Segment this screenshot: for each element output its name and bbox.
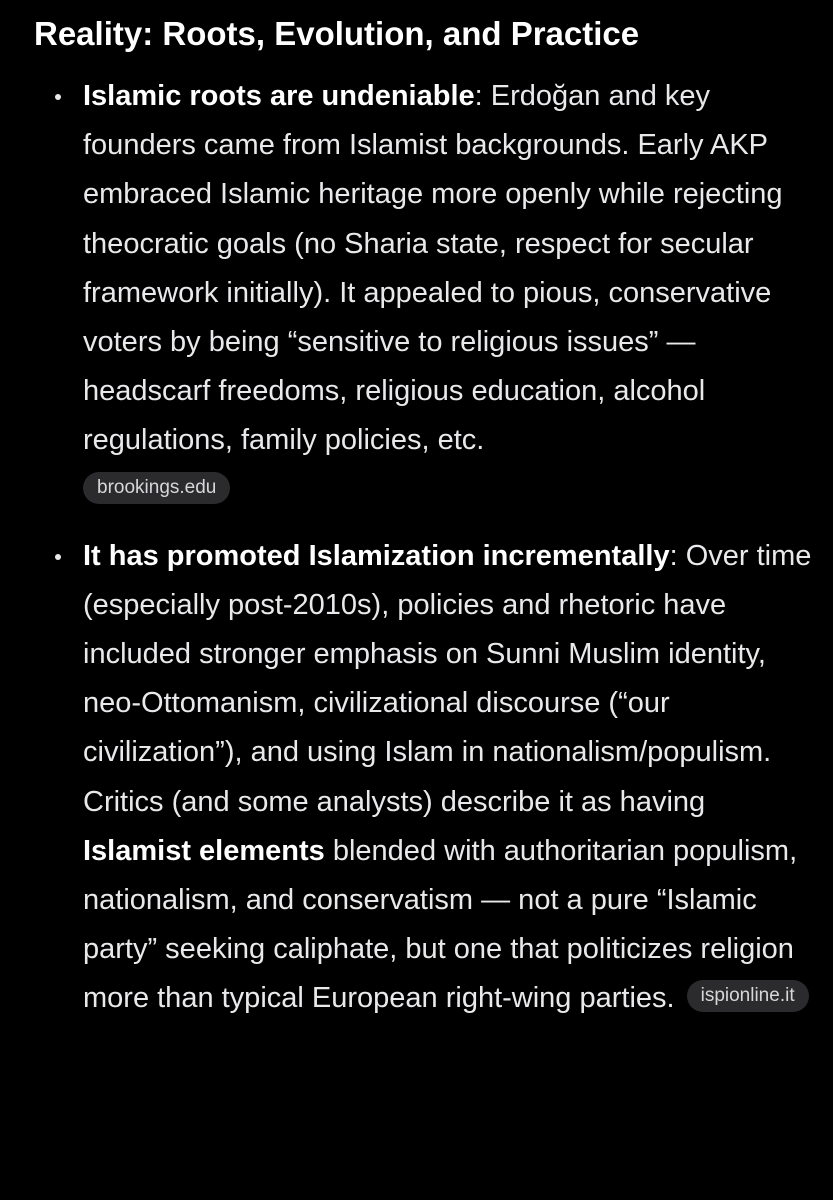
bullet-islamic-roots [34,72,814,516]
bullet-lead-separator: : [669,539,678,572]
source-chip-brookings[interactable]: brookings.edu [83,472,230,504]
bullet-dot-icon [55,94,61,100]
bullet-list [34,72,814,1024]
bullet-lead-separator: : [474,80,483,112]
bullet-lead: Islamic roots are undeniable [83,80,475,112]
bullet-text: Erdoğan and key founders came from Islamist backgrounds. Early AKP embraced Islamic heritage more openly while rejecting theocratic goals (no Sharia state, respect for secular framework initially). It appealed to pious, conservative voters by being “sensitive to religious issues” — headscarf freedoms, religious education, alcohol regulations, family policies, etc. [83,80,783,457]
bullet-text: Over time (especially post-2010s), policies and rhetoric have included stronger emphasis on Sunni Muslim identity, neo-Ottomanism, civilizational discourse (“our civilization”), and using Islam in nationalism/populism. Critics (and some analysts) describe it as having [83,539,812,818]
source-chip-ispionline[interactable]: ispionline.it [687,980,809,1012]
bullet-emphasis: Islamist elements [83,834,325,867]
bullet-islamization [34,532,814,1024]
bullet-text-continued: blended with authoritarian populism, nationalism, and conservatism — not a pure “Islamic party” seeking caliphate, but one that politicizes religion more than typical European right-wing parties. [83,834,798,1015]
source-row [83,466,814,516]
bullet-lead: It has promoted Islamization incrementally [83,539,670,572]
bullet-dot-icon [55,554,61,560]
section-heading: Reality: Roots, Evolution, and Practice [34,15,640,52]
